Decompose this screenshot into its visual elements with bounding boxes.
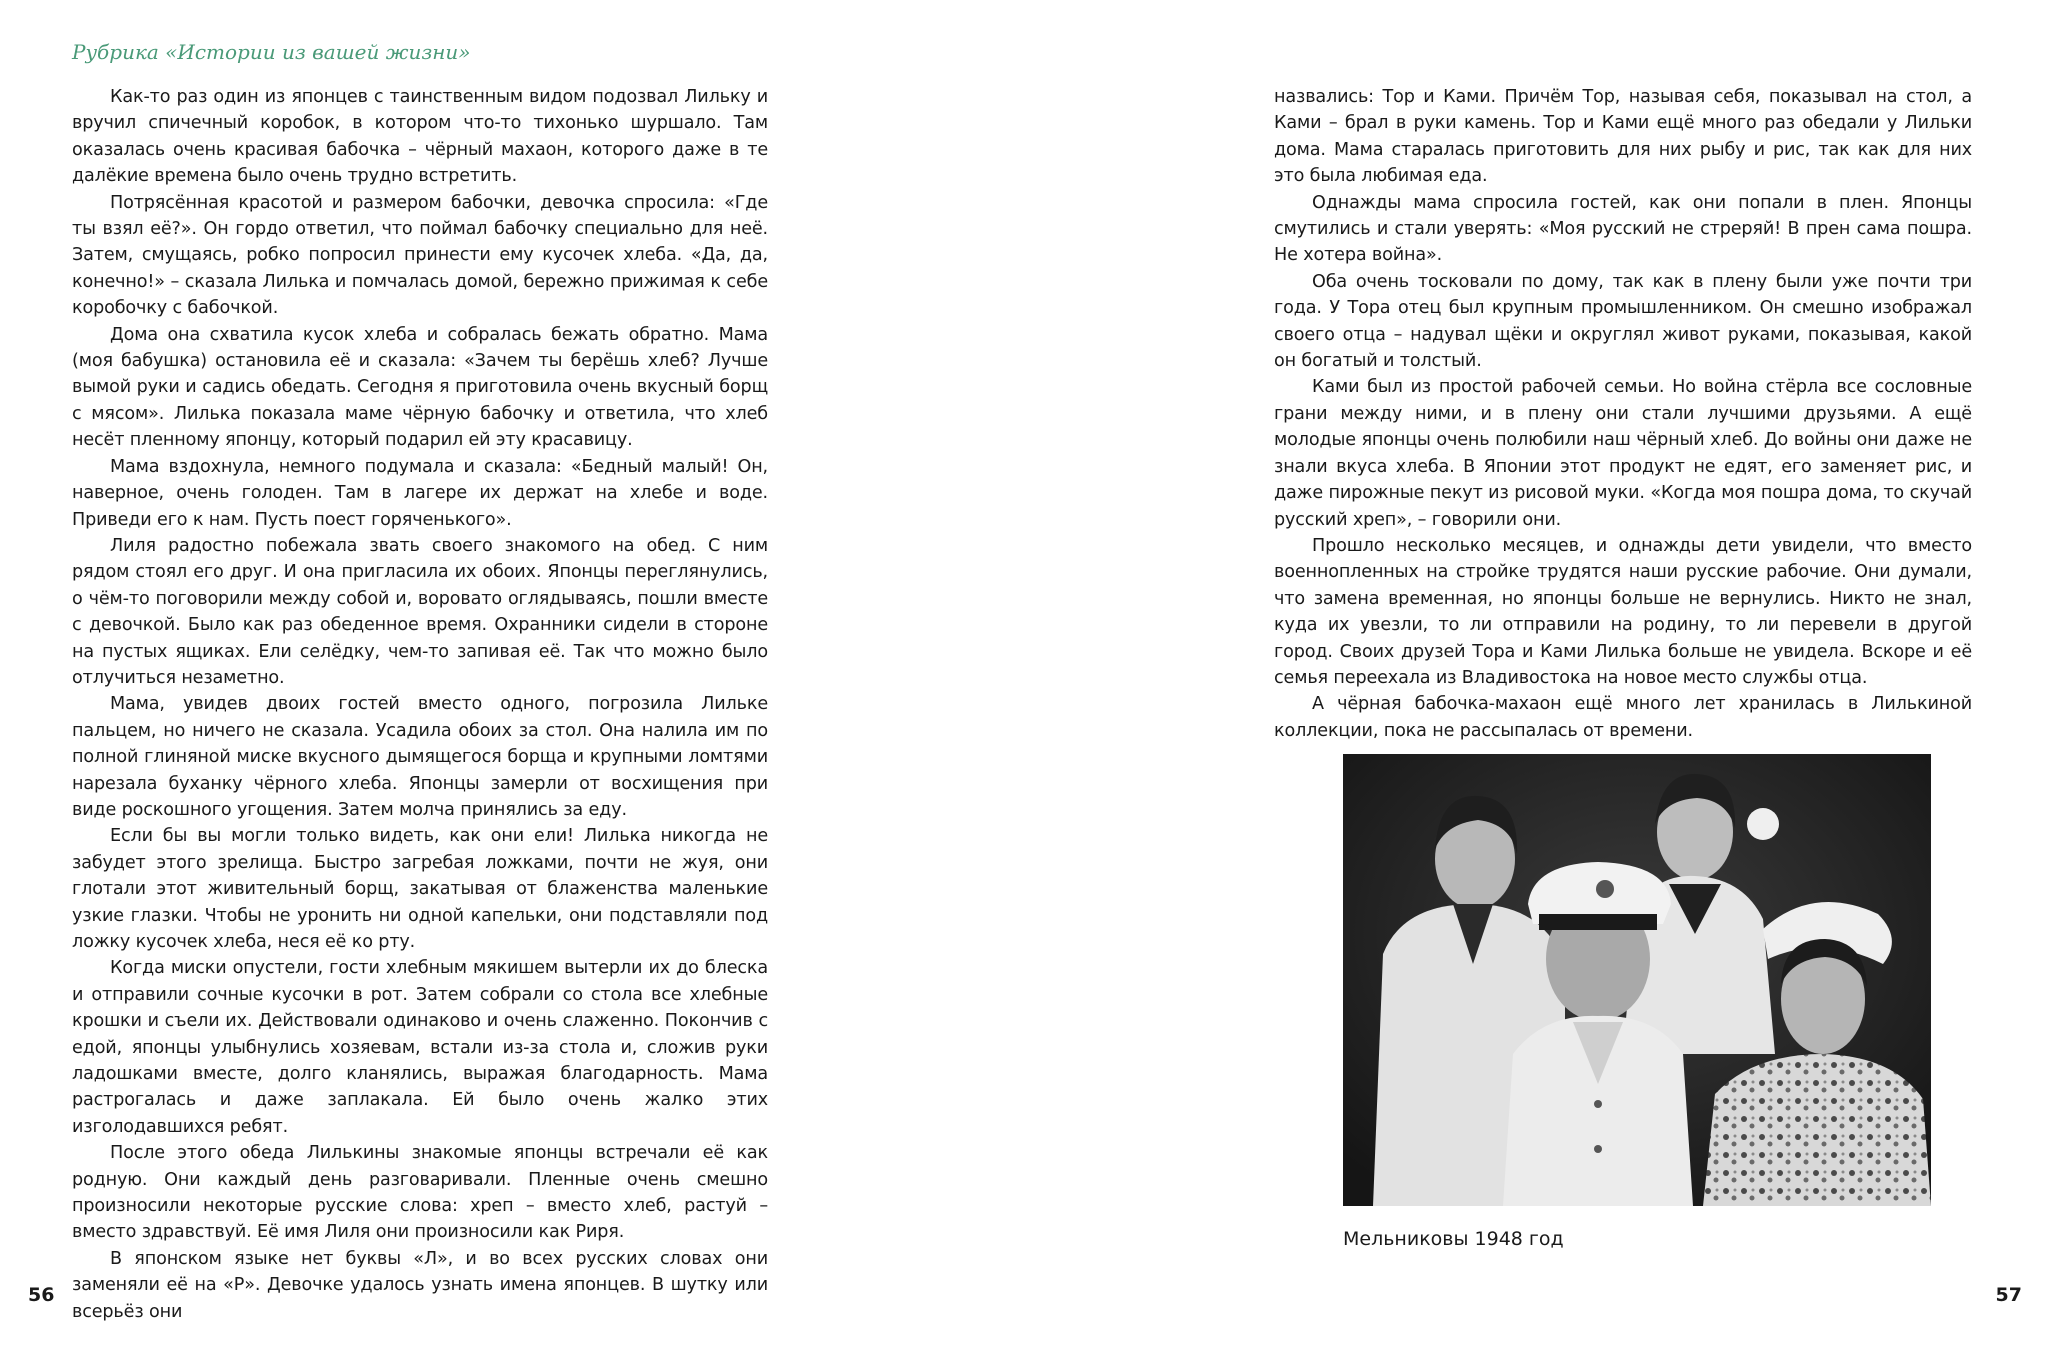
page-number-right: 57	[1995, 1284, 2022, 1306]
paragraph: Когда миски опустели, гости хлебным мякишем вытерли их до блеска и отправили сочные кусочки в рот. Затем собрали со стола все хлебные крошки и съели их. Действовали одинаково и очень слаженно. Покончив с едой, японцы улыбнулись хозяевам, встали из-за стола и, сложив руки ладошками вместе, долго кланялись, выражая благодарность. Мама растрогалась и даже заплакала. Ей было очень жалко этих изголодавшихся ребят.	[72, 958, 768, 1137]
paragraph: Мама вздохнула, немного подумала и сказала: «Бедный малый! Он, наверное, очень голоден. Там в лагере их держат на хлебе и воде. Приведи его к нам. Пусть поест горяченького».	[72, 456, 768, 530]
paragraph: Дома она схватила кусок хлеба и собралась бежать обратно. Мама (моя бабушка) остановила её и сказала: «Зачем ты берёшь хлеб? Лучше вымой руки и садись обедать. Сегодня я приготовила очень вкусный борщ с мясом». Лилька показала маме чёрную бабочку и ответила, что хлеб несёт пленному японцу, который подарил ей эту красавицу.	[72, 324, 768, 451]
paragraph-continued: назвались: Тор и Ками. Причём Тор, называя себя, показывал на стол, а Ками – брал в руки камень. Тор и Ками ещё много раз обедали у Лильки дома. Мама старалась приготовить для них рыбу и рис, так как для них это была любимая еда.	[1274, 87, 1972, 187]
page-number-left: 56	[28, 1284, 55, 1306]
paragraph: Если бы вы могли только видеть, как они ели! Лилька никогда не забудет этого зрелища. Быстро загребая ложками, почти не жуя, они глотали этот живительный борщ, закатывая от блаженства маленькие узкие глазки. Чтобы не уронить ни одной капельки, они подставляли под ложку кусочек хлеба, неся её ко рту.	[72, 826, 768, 952]
paragraph: Однажды мама спросила гостей, как они попали в плен. Японцы смутились и стали уверять: «Моя русский не стреряй! В прен сама пошра. Не хотера война».	[1274, 192, 1972, 266]
paragraph: После этого обеда Лилькины знакомые японцы встречали её как родную. Они каждый день разговаривали. Пленные очень смешно произносили некоторые русские слова: хреп – вместо хлеб, растуй – вместо здравствуй. Её имя Лиля они произносили как Риря.	[72, 1143, 768, 1243]
left-page-text	[72, 84, 768, 1325]
photo-caption: Мельниковы 1948 год	[1343, 1228, 1564, 1250]
paragraph: Лиля радостно побежала звать своего знакомого на обед. С ним рядом стоял его друг. И она пригласила их обоих. Японцы переглянулись, о чём-то поговорили между собой и, воровато оглядываясь, пошли вместе с девочкой. Было как раз обеденное время. Охранники сидели в стороне на пустых ящиках. Ели селёдку, чем-то запивая её. Так что можно было отлучиться незаметно.	[72, 535, 768, 688]
paragraph: Прошло несколько месяцев, и однажды дети увидели, что вместо военнопленных на стройке трудятся наши русские рабочие. Они думали, что замена временная, но японцы больше не вернулись. Никто не знал, куда их увезли, то ли отправили на родину, то ли перевели в другой город. Своих друзей Тора и Ками Лилька больше не увидела. Вскоре и её семья переехала из Владивостока на новое место службы отца.	[1274, 535, 1972, 688]
paragraph: Оба очень тосковали по дому, так как в плену были уже почти три года. У Тора отец был крупным промышленником. Он смешно изображал своего отца – надувал щёки и округлял живот руками, показывая, какой он богатый и толстый.	[1274, 271, 1972, 372]
paragraph: А чёрная бабочка-махаон ещё много лет хранилась в Лилькиной коллекции, пока не рассыпалась от времени.	[1274, 694, 1972, 741]
paragraph: В японском языке нет буквы «Л», и во всех русских словах они заменяли её на «Р». Девочке удалось узнать имена японцев. В шутку или всерьёз они	[72, 1248, 768, 1322]
family-photo	[1343, 754, 1931, 1206]
paragraph: Ками был из простой рабочей семьи. Но война стёрла все сословные грани между ними, и в плену они стали лучшими друзьями. А ещё молодые японцы очень полюбили наш чёрный хлеб. До войны они даже не знали вкуса хлеба. В Японии этот продукт не едят, его заменяет рис, и даже пирожные пекут из рисовой муки. «Когда моя пошра дома, то скучай русский хреп», – говорили они.	[1274, 377, 1972, 530]
right-page-text	[1274, 84, 1972, 744]
paragraph: Мама, увидев двоих гостей вместо одного, погрозила Лильке пальцем, но ничего не сказала. Усадила обоих за стол. Она налила им по полной глиняной миске вкусного дымящегося борща и крупными ломтями нарезала буханку чёрного хлеба. Японцы замерли от восхищения при виде роскошного угощения. Затем молча принялись за еду.	[72, 694, 768, 820]
paragraph: Как-то раз один из японцев с таинственным видом подозвал Лильку и вручил спичечный коробок, в котором что-то тихонько шуршало. Там оказалась очень красивая бабочка – чёрный махаон, которого даже в те далёкие времена было очень трудно встретить.	[72, 87, 768, 187]
paragraph: Потрясённая красотой и размером бабочки, девочка спросила: «Где ты взял её?». Он гордо ответил, что поймал бабочку специально для неё. Затем, смущаясь, робко попросил принести ему кусочек хлеба. «Да, да, конечно!» – сказала Лилька и помчалась домой, бережно прижимая к себе коробочку с бабочкой.	[72, 192, 768, 319]
rubric-title: Рубрика «Истории из вашей жизни»	[72, 40, 471, 64]
